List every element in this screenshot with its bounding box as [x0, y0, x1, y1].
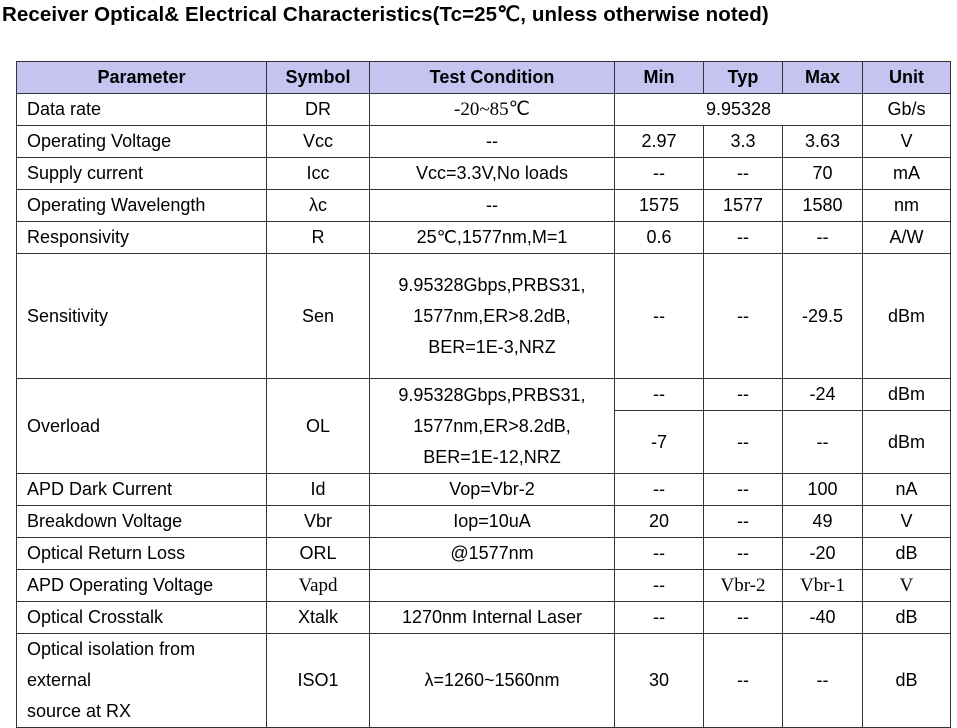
condition-line: BER=1E-3,NRZ: [428, 336, 556, 357]
condition-cell: [370, 379, 615, 474]
max-cell: 100: [783, 474, 863, 506]
unit-cell: V: [863, 570, 951, 602]
condition-cell: --: [370, 190, 615, 222]
typ-cell: --: [704, 158, 783, 190]
table-row: [17, 222, 951, 254]
min-cell: --: [615, 538, 704, 570]
param-cell: Operating Wavelength: [17, 190, 267, 222]
max-cell: -40: [783, 602, 863, 634]
condition-cell: Vop=Vbr-2: [370, 474, 615, 506]
table-row: [17, 158, 951, 190]
param-cell: Data rate: [17, 94, 267, 126]
header-unit: Unit: [863, 62, 951, 94]
condition-cell: λ=1260~1560nm: [370, 634, 615, 728]
min-cell: -7: [615, 411, 704, 474]
table-row: [17, 94, 951, 126]
max-cell: --: [783, 222, 863, 254]
max-cell: -20: [783, 538, 863, 570]
param-cell: Optical Crosstalk: [17, 602, 267, 634]
condition-line: BER=1E-12,NRZ: [423, 446, 561, 467]
unit-cell: mA: [863, 158, 951, 190]
min-cell: --: [615, 570, 704, 602]
symbol-cell: Xtalk: [267, 602, 370, 634]
table-row: [17, 474, 951, 506]
condition-cell: Iop=10uA: [370, 506, 615, 538]
min-cell: 1575: [615, 190, 704, 222]
param-cell: APD Operating Voltage: [17, 570, 267, 602]
typ-cell: --: [704, 634, 783, 728]
header-min: Min: [615, 62, 704, 94]
header-typ: Typ: [704, 62, 783, 94]
unit-cell: dBm: [863, 379, 951, 411]
condition-line: 9.95328Gbps,PRBS31,: [398, 384, 586, 405]
condition-cell: Vcc=3.3V,No loads: [370, 158, 615, 190]
table-row: [17, 190, 951, 222]
typ-cell: --: [704, 254, 783, 379]
condition-line: 9.95328Gbps,PRBS31,: [398, 274, 586, 295]
header-parameter: Parameter: [17, 62, 267, 94]
header-max: Max: [783, 62, 863, 94]
typ-cell: Vbr-2: [704, 570, 783, 602]
unit-cell: dB: [863, 602, 951, 634]
condition-line: 1577nm,ER>8.2dB,: [413, 305, 571, 326]
characteristics-table: [16, 61, 951, 728]
max-cell: 3.63: [783, 126, 863, 158]
typ-cell: --: [704, 506, 783, 538]
symbol-cell: ORL: [267, 538, 370, 570]
unit-cell: dB: [863, 634, 951, 728]
param-cell: [17, 634, 267, 728]
table-row: [17, 602, 951, 634]
condition-cell: [370, 570, 615, 602]
condition-cell: @1577nm: [370, 538, 615, 570]
unit-cell: dB: [863, 538, 951, 570]
symbol-cell: Icc: [267, 158, 370, 190]
unit-cell: dBm: [863, 254, 951, 379]
typ-cell: --: [704, 474, 783, 506]
typ-cell: --: [704, 379, 783, 411]
max-cell: 49: [783, 506, 863, 538]
condition-cell: -20~85℃: [370, 94, 615, 126]
param-cell: Sensitivity: [17, 254, 267, 379]
param-line: source at RX: [27, 701, 132, 721]
header-symbol: Symbol: [267, 62, 370, 94]
unit-cell: dBm: [863, 411, 951, 474]
table-row: [17, 634, 951, 728]
param-cell: Operating Voltage: [17, 126, 267, 158]
unit-cell: V: [863, 126, 951, 158]
unit-cell: Gb/s: [863, 94, 951, 126]
min-cell: --: [615, 158, 704, 190]
unit-cell: V: [863, 506, 951, 538]
value-cell: 9.95328: [615, 94, 863, 126]
param-cell: Breakdown Voltage: [17, 506, 267, 538]
param-cell: Overload: [17, 379, 267, 474]
param-line: Optical isolation from: [27, 639, 196, 659]
table-row: [17, 126, 951, 158]
symbol-cell: Sen: [267, 254, 370, 379]
table-row: [17, 506, 951, 538]
table-row: [17, 538, 951, 570]
symbol-cell: λc: [267, 190, 370, 222]
max-cell: --: [783, 411, 863, 474]
page-title: Receiver Optical& Electrical Characteristics(Tc=25℃, unless otherwise noted): [2, 3, 769, 26]
symbol-cell: DR: [267, 94, 370, 126]
typ-cell: --: [704, 538, 783, 570]
min-cell: 0.6: [615, 222, 704, 254]
param-cell: Optical Return Loss: [17, 538, 267, 570]
condition-cell: 1270nm Internal Laser: [370, 602, 615, 634]
param-line: external: [27, 670, 92, 690]
table-row: [17, 379, 951, 411]
condition-cell: [370, 254, 615, 379]
symbol-cell: Vbr: [267, 506, 370, 538]
table-row: [17, 570, 951, 602]
symbol-cell: Vcc: [267, 126, 370, 158]
min-cell: --: [615, 602, 704, 634]
typ-cell: --: [704, 411, 783, 474]
max-cell: --: [783, 634, 863, 728]
symbol-cell: OL: [267, 379, 370, 474]
param-cell: APD Dark Current: [17, 474, 267, 506]
typ-cell: --: [704, 602, 783, 634]
unit-cell: nm: [863, 190, 951, 222]
header-test-condition: Test Condition: [370, 62, 615, 94]
min-cell: 30: [615, 634, 704, 728]
unit-cell: nA: [863, 474, 951, 506]
param-cell: Supply current: [17, 158, 267, 190]
condition-cell: 25℃,1577nm,M=1: [370, 222, 615, 254]
max-cell: 70: [783, 158, 863, 190]
condition-line: 1577nm,ER>8.2dB,: [413, 415, 571, 436]
symbol-cell: ISO1: [267, 634, 370, 728]
max-cell: Vbr-1: [783, 570, 863, 602]
param-cell: Responsivity: [17, 222, 267, 254]
max-cell: 1580: [783, 190, 863, 222]
max-cell: -24: [783, 379, 863, 411]
typ-cell: --: [704, 222, 783, 254]
min-cell: --: [615, 254, 704, 379]
min-cell: 20: [615, 506, 704, 538]
symbol-cell: Id: [267, 474, 370, 506]
symbol-cell: R: [267, 222, 370, 254]
min-cell: --: [615, 474, 704, 506]
min-cell: 2.97: [615, 126, 704, 158]
symbol-cell: Vapd: [267, 570, 370, 602]
min-cell: --: [615, 379, 704, 411]
table-header-row: [17, 62, 951, 94]
max-cell: -29.5: [783, 254, 863, 379]
unit-cell: A/W: [863, 222, 951, 254]
typ-cell: 3.3: [704, 126, 783, 158]
typ-cell: 1577: [704, 190, 783, 222]
condition-cell: --: [370, 126, 615, 158]
